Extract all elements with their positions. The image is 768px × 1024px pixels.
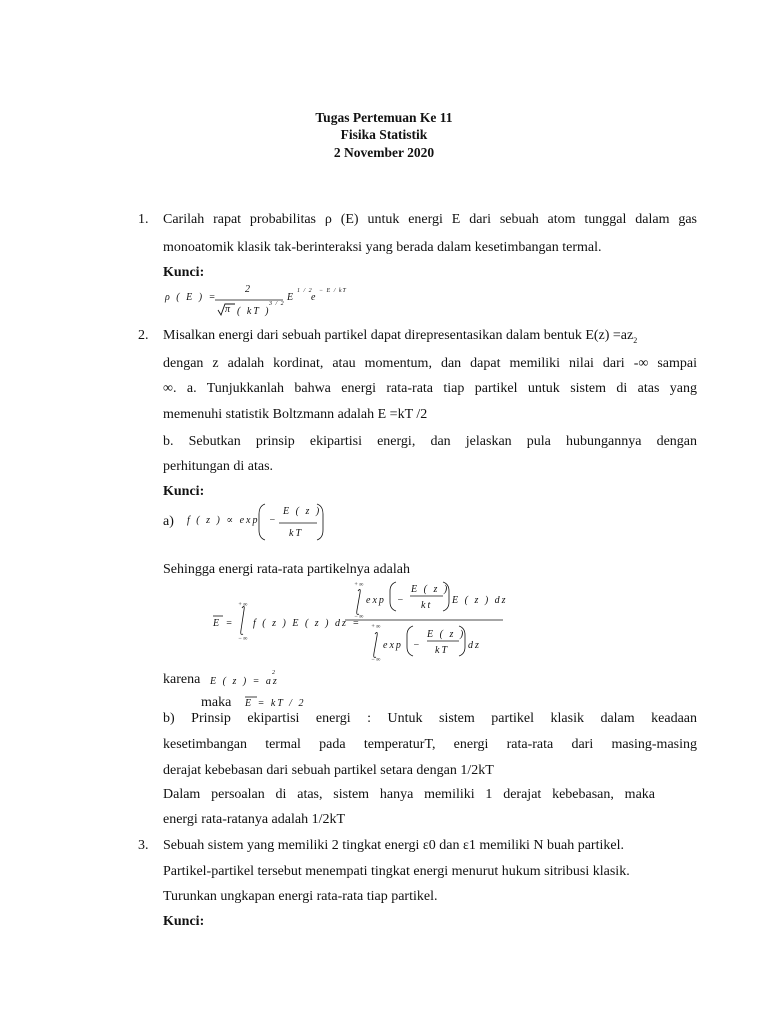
eq-num-exp: exp bbox=[366, 595, 386, 606]
eq-integrand: f ( z ) E ( z ) dz = bbox=[253, 618, 362, 629]
eq-den-frac-num: E ( z ) bbox=[427, 629, 466, 640]
eq-den-exp: exp bbox=[383, 640, 403, 651]
q2-mean-energy-equation bbox=[205, 578, 515, 668]
q1-formula-E-exp: 1 / 2 bbox=[297, 288, 313, 294]
q2-a-lines bbox=[185, 500, 345, 544]
q2-line-3: ∞. a. Tunjukkanlah bahwa energi rata-rata tiap partikel untuk sistem di atas yang bbox=[163, 381, 697, 396]
q2-a-label: a) bbox=[163, 514, 174, 529]
eq-num-int-top: +∞ bbox=[354, 582, 365, 588]
title-line-1: Tugas Pertemuan Ke 11 bbox=[315, 110, 453, 125]
q1-formula-lhs: ρ ( E ) = bbox=[165, 292, 218, 303]
q3-line-1: Sebuah sistem yang memiliki 2 tingkat energi ε0 dan ε1 memiliki N buah partikel. bbox=[163, 838, 624, 853]
q1-formula-pi: π bbox=[225, 304, 233, 315]
q1-formula-den: ( kT ) bbox=[237, 306, 271, 317]
eq-lhs: E = bbox=[213, 618, 235, 629]
eq-den-minus: − bbox=[413, 640, 422, 651]
q2-b-line-5: energi rata-ratanya adalah 1/2kT bbox=[163, 812, 346, 827]
q3-kunci: Kunci: bbox=[163, 914, 205, 929]
title-line-3: 2 November 2020 bbox=[333, 145, 435, 160]
q1-formula-numerator: 2 bbox=[245, 284, 252, 295]
q2-karena-exp: 2 bbox=[272, 670, 276, 676]
eq-den-frac-den: kT bbox=[435, 645, 449, 656]
eq-num-frac-den: kt bbox=[421, 600, 433, 611]
q2-sehingga: Sehingga energi rata-rata partikelnya adalah bbox=[163, 562, 410, 577]
q2-b-line-2: kesetimbangan termal pada temperaturT, energi rata-rata dari masing-masing bbox=[163, 737, 697, 752]
q3-number: 3. bbox=[138, 838, 149, 853]
eq-den-int-bot: −∞ bbox=[371, 657, 382, 663]
q2-a-num: E ( z ) bbox=[283, 506, 322, 517]
eq-den-int-top: +∞ bbox=[371, 624, 382, 630]
eq-int-bot: −∞ bbox=[238, 636, 249, 642]
eq-num-minus: − bbox=[397, 595, 406, 606]
q2-maka: maka bbox=[201, 695, 232, 710]
q2-karena: karena bbox=[163, 672, 201, 687]
q3-line-2: Partikel-partikel tersebut menempati tingkat energi menurut hukum sitribusi klasik. bbox=[163, 864, 630, 879]
eq-den-tail: dz bbox=[468, 640, 481, 651]
q2-line-4: memenuhi statistik Boltzmann adalah E =kT /2 bbox=[163, 407, 428, 422]
q2-a-minus: − bbox=[269, 515, 278, 526]
q2-number: 2. bbox=[138, 328, 149, 343]
q2-kunci: Kunci: bbox=[163, 484, 205, 499]
q2-a-formula bbox=[185, 500, 345, 544]
eq-int-top: +∞ bbox=[238, 602, 249, 608]
q2-maka-eq: E = kT / 2 bbox=[245, 698, 306, 709]
q2-line-1 bbox=[163, 328, 637, 349]
q1-formula-e-exp: − E / kT bbox=[319, 288, 347, 294]
q2-a-lhs: f ( z ) ∝ exp bbox=[187, 515, 260, 526]
q2-b-line-1: b) Prinsip ekipartisi energi : Untuk sistem partikel klasik dalam keadaan bbox=[163, 711, 697, 726]
q1-formula-den-exp: 3 / 2 bbox=[269, 301, 285, 307]
q2-line-2: dengan z adalah kordinat, atau momentum, dan dapat memiliki nilai dari -∞ sampai bbox=[163, 356, 697, 371]
q2-b-line-3: derajat kebebasan dari sebuah partikel setara dengan 1/2kT bbox=[163, 763, 494, 778]
q2-a-den: kT bbox=[289, 528, 303, 539]
title-line-2: Fisika Statistik bbox=[340, 127, 428, 142]
q2-b-line-4: Dalam persoalan di atas, sistem hanya memiliki 1 derajat kebebasan, maka bbox=[163, 787, 655, 802]
q1-number: 1. bbox=[138, 212, 149, 227]
q2-line-1-sub: 2 bbox=[633, 335, 638, 345]
eq-num-frac-num: E ( z ) bbox=[411, 584, 450, 595]
q1-formula-E: E bbox=[287, 292, 296, 303]
q2-karena-eq: E ( z ) = az bbox=[210, 676, 279, 687]
q2-line-1-text: Misalkan energi dari sebuah partikel dapat direpresentasikan dalam bentuk E(z) =az bbox=[163, 328, 634, 343]
q1-formula-e: e bbox=[311, 292, 318, 303]
q1-line-1: Carilah rapat probabilitas ρ (E) untuk energi E dari sebuah atom tunggal dalam gas bbox=[163, 212, 697, 227]
q1-formula bbox=[163, 282, 383, 322]
q3-line-3: Turunkan ungkapan energi rata-rata tiap partikel. bbox=[163, 889, 438, 904]
q1-kunci: Kunci: bbox=[163, 265, 205, 280]
q2-line-6: perhitungan di atas. bbox=[163, 459, 274, 474]
eq-num-int-bot: −∞ bbox=[354, 614, 365, 620]
eq-num-tail: E ( z ) dz bbox=[452, 595, 508, 606]
q1-line-2: monoatomik klasik tak-berinteraksi yang berada dalam kesetimbangan termal. bbox=[163, 240, 602, 255]
q2-line-5: b. Sebutkan prinsip ekipartisi energi, dan jelaskan pula hubungannya dengan bbox=[163, 434, 697, 449]
